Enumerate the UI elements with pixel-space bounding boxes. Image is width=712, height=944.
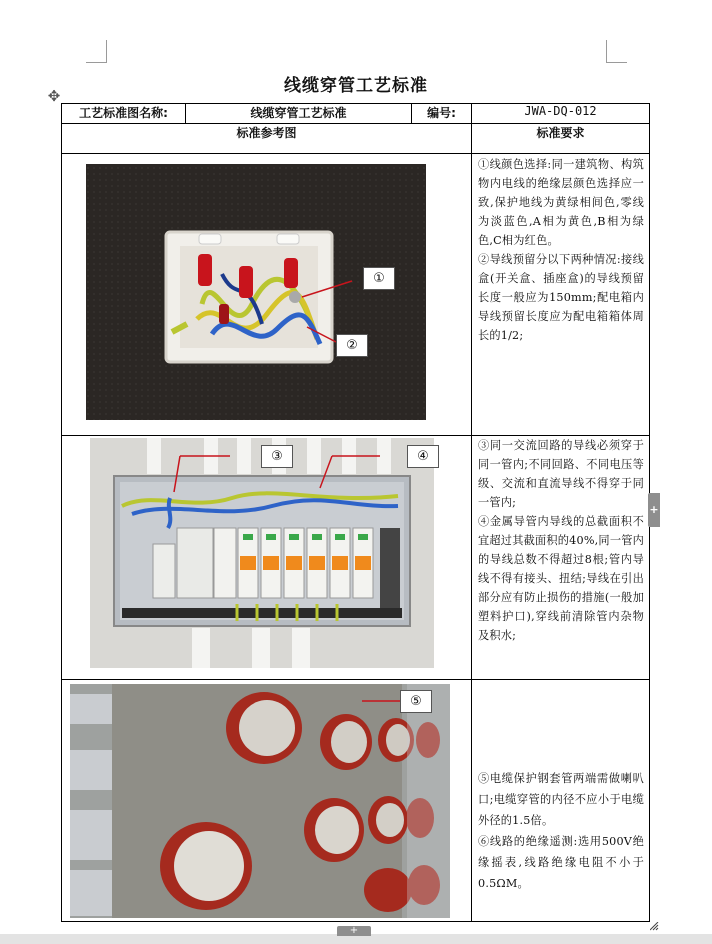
header-row [62,104,650,124]
junction-box-image [62,154,472,435]
photo-distribution-box [62,436,472,679]
pipes-image [62,680,472,921]
table-resize-handle-icon[interactable] [650,922,659,931]
expand-side-tab[interactable]: + [648,493,660,527]
photo-cell-junction-box [62,154,472,436]
figure-row-2 [62,436,650,680]
requirement-5: ⑤电缆保护钢套管两端需做喇叭口;电缆穿管的内径不应小于电缆外径的1.5倍。 [478,771,644,827]
document-title: 线缆穿管工艺标准 [284,76,428,96]
requirements-text-1 [472,154,649,345]
requirement-2: ②导线预留分以下两种情况:接线盒(开关盒、插座盒)的导线预留长度一般应为150mm;配电箱内导线预留长度应为配电箱箱体周长的1/2; [478,253,644,342]
figure-row-1 [62,154,650,436]
figure-row-3 [62,680,650,922]
name-value-cell: 线缆穿管工艺标准 [186,104,412,124]
requirements-cell-3 [472,680,650,922]
table-move-handle-icon[interactable]: ✥ [47,87,61,105]
callout-2: ② [336,334,368,357]
requirements-cell-1 [472,154,650,436]
requirement-4: ④金属导管内导线的总截面积不宜超过其截面积的40%,同一管内的导线总数不得超过8根;管内导线不得有接头、扭结;导线在引出部分应有防止损伤的措施(一般加塑料护口),穿线前清除管内杂物及积水; [478,515,644,642]
callout-5: ⑤ [400,690,432,713]
photo-pipes [62,680,472,921]
standard-table [61,103,650,922]
requirements-header: 标准要求 [472,124,650,154]
crop-mark-top-right [606,40,627,63]
photo-junction-box [62,154,472,435]
requirements-cell-2 [472,436,650,680]
callout-1: ① [363,267,395,290]
requirements-text-3 [472,708,649,894]
code-value-cell: JWA-DQ-012 [472,104,650,124]
reference-figure-header: 标准参考图 [62,124,472,154]
distribution-box-image [62,436,472,679]
callout-3: ③ [261,445,293,468]
expand-bottom-tab[interactable]: + [337,926,371,936]
name-label-cell: 工艺标准图名称: [62,104,186,124]
photo-cell-pipes [62,680,472,922]
column-header-row [62,124,650,154]
code-label-cell: 编号: [412,104,472,124]
requirement-6: ⑥线路的绝缘遥测:选用500V绝缘摇表,线路绝缘电阻不小于0.5ΩM。 [478,834,644,890]
requirement-1: ①线颜色选择:同一建筑物、构筑物内电线的绝缘层颜色选择应一致,保护地线为黄绿相间色,零线为淡蓝色,A相为黄色,B相为绿色,C相为红色。 [478,158,644,247]
photo-cell-distribution-box [62,436,472,680]
crop-mark-top-left [86,40,107,63]
callout-4: ④ [407,445,439,468]
requirement-3: ③同一交流回路的导线必须穿于同一管内;不同回路、不同电压等级、交流和直流导线不得穿于同一管内; [478,439,644,509]
requirements-text-2 [472,436,649,645]
